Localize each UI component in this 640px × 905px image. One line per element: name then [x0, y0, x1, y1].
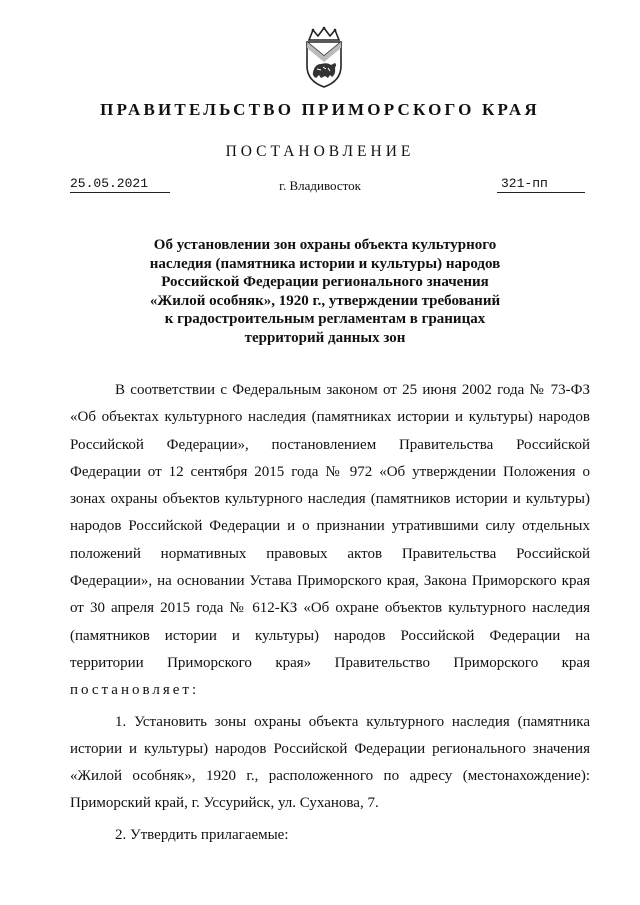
preamble-paragraph: [70, 377, 590, 705]
title-line: территорий данных зон: [244, 329, 406, 346]
body-line: «Об объектах культурного наследия (памятниках истории и культуры) народов: [70, 409, 590, 426]
body-line: зонах охраны объектов культурного наследия (памятников истории и культуры): [70, 491, 590, 508]
title-line: к градостроительным регламентам в границах: [164, 311, 486, 327]
body-line: В соответствии с Федеральным законом от 25 июня 2002 года № 73-ФЗ: [115, 382, 590, 398]
document-title: [120, 236, 530, 347]
body-line: от 30 апреля 2015 года № 612-КЗ «Об охране объектов культурного наследия: [70, 600, 590, 617]
body-line: народов Российской Федерации и о признании утратившими силу отдельных: [70, 518, 590, 535]
title-line: «Жилой особняк», 1920 г., утверждении требований: [149, 292, 501, 309]
body-line: Федерации», на основании Устава Приморского края, Закона Приморского края: [70, 573, 590, 590]
document-type: ПОСТАНОВЛЕНИЕ: [225, 143, 415, 160]
document-number: 321-пп: [497, 176, 585, 193]
document-date: 25.05.2021: [70, 176, 170, 193]
title-line: Российской Федерации регионального значения: [161, 274, 489, 290]
body-line: 2. Утвердить прилагаемые:: [115, 826, 289, 843]
body-line: «Жилой особняк», 1920 г., расположенного по адресу (местонахождение):: [70, 768, 590, 785]
document-city: г. Владивосток: [279, 178, 361, 193]
body-line: 1. Установить зоны охраны объекта культурного наследия (памятника: [115, 713, 590, 730]
body-line: положений нормативных правовых актов Правительства Российской: [70, 545, 590, 562]
item-2-paragraph: [70, 822, 590, 849]
coat-of-arms-emblem: [299, 26, 349, 88]
body-line: (памятников истории и культуры) народов Российской Федерации на: [70, 627, 590, 644]
body-line: Федерации от 12 сентября 2015 года № 972 «Об утверждении Положения о: [70, 463, 590, 480]
document-body: [70, 377, 590, 849]
title-line: наследия (памятника истории и культуры) народов: [149, 255, 501, 272]
body-line: истории и культуры) народов Российской Федерации регионального значения: [70, 740, 590, 757]
body-line: территории Приморского края» Правительство Приморского края: [70, 654, 590, 671]
organization-name: ПРАВИТЕЛЬСТВО ПРИМОРСКОГО КРАЯ: [100, 100, 540, 119]
body-line: Российской Федерации», постановлением Правительства Российской: [70, 436, 590, 453]
body-line: Приморский край, г. Уссурийск, ул. Суханова, 7.: [70, 795, 379, 812]
resolves-word: постановляет:: [70, 682, 200, 699]
item-1-paragraph: [70, 709, 590, 818]
title-line: Об установлении зон охраны объекта культурного: [153, 237, 497, 253]
